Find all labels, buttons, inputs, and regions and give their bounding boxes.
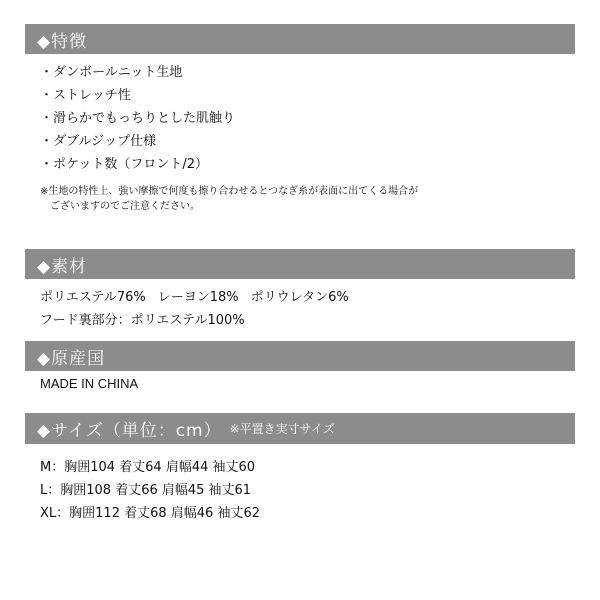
material-composition bbox=[40, 286, 349, 305]
hood-lining-material: フード裏部分：ポリエステル100% bbox=[40, 313, 245, 328]
origin-value: MADE IN CHINA bbox=[40, 376, 139, 391]
size-row-xl: XL：胸囲112 着丈68 肩幅46 袖丈62 bbox=[40, 506, 260, 521]
size-row-l: L：胸囲108 着丈66 肩幅45 袖丈61 bbox=[40, 483, 252, 498]
feature-item: ・滑らかでもっちりとした肌触り bbox=[40, 111, 236, 126]
size-note: ※平置き実寸サイズ bbox=[229, 422, 335, 436]
feature-item: ・ポケット数（フロント/2） bbox=[40, 157, 209, 172]
material-rayon: レーヨン18% bbox=[157, 290, 239, 305]
material-header bbox=[25, 249, 575, 279]
feature-item: ・ダブルジップ仕様 bbox=[40, 134, 157, 149]
care-note-line1: ※生地の特性上、強い摩擦で何度も擦り合わせるとつなぎ糸が表面に出てくる場合が bbox=[40, 186, 419, 197]
origin-header bbox=[25, 341, 575, 371]
features-title: ◆特徴 bbox=[37, 31, 88, 52]
features-header bbox=[25, 24, 575, 54]
feature-item: ・ダンボールニット生地 bbox=[40, 65, 183, 80]
origin-title: ◆原産国 bbox=[37, 348, 106, 369]
size-row-m: M：胸囲104 着丈64 肩幅44 袖丈60 bbox=[40, 460, 256, 475]
material-polyester: ポリエステル76% bbox=[40, 290, 146, 305]
material-polyurethane: ポリウレタン6% bbox=[250, 290, 349, 305]
size-header bbox=[25, 413, 575, 444]
care-note-line2: ございますのでご注意ください。 bbox=[40, 201, 200, 212]
size-title: ◆サイズ（単位：cm） bbox=[37, 421, 222, 441]
feature-item: ・ストレッチ性 bbox=[40, 88, 131, 103]
material-title: ◆素材 bbox=[37, 256, 88, 277]
